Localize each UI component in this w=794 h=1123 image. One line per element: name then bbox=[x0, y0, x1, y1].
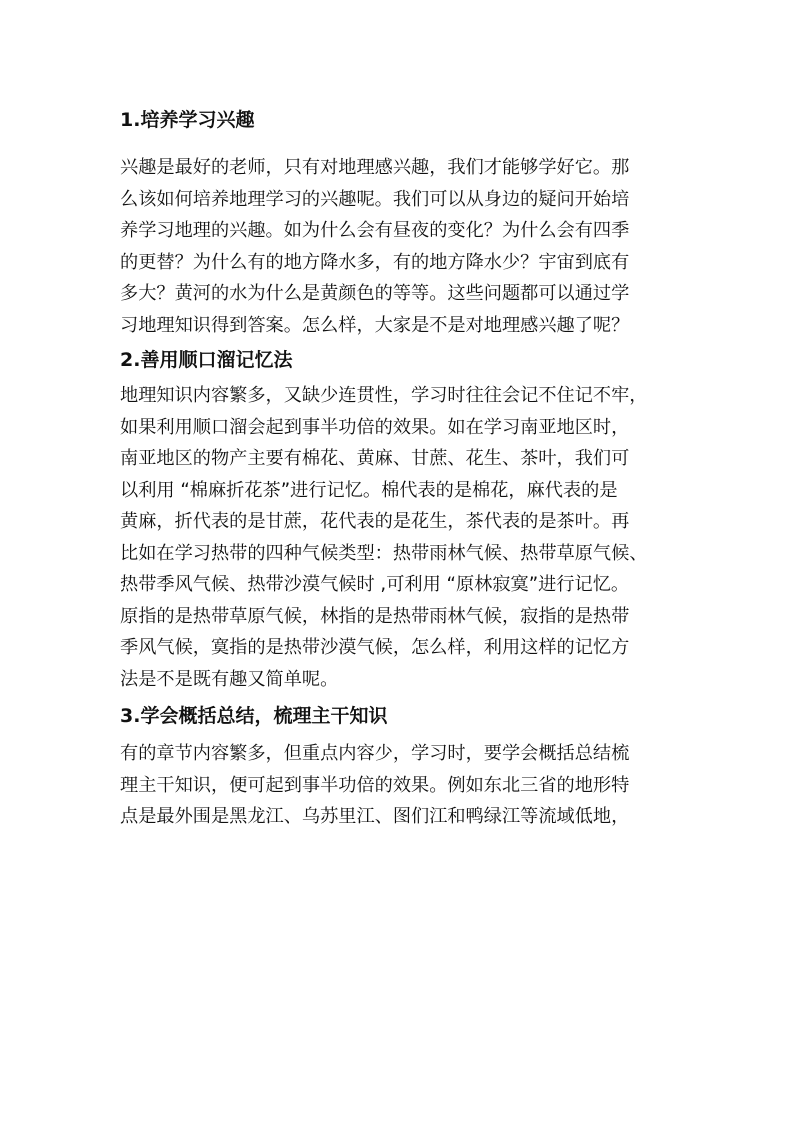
text-line: 季风气候，寞指的是热带沙漠气候，怎么样，利用这样的记忆方 bbox=[120, 637, 630, 658]
text-line: 兴趣是最好的老师，只有对地理感兴趣，我们才能够学好它。那 bbox=[120, 157, 630, 178]
text-line: 养学习地理的兴趣。如为什么会有昼夜的变化？为什么会有四季 bbox=[120, 220, 630, 241]
text-line: 原指的是热带草原气候，林指的是热带雨林气候，寂指的是热带 bbox=[120, 605, 630, 627]
text-line: 南亚地区的物产主要有棉花、黄麻、甘蔗、花生、茶叶，我们可 bbox=[120, 448, 630, 469]
document-body bbox=[120, 105, 690, 833]
section-1-paragraph bbox=[120, 152, 690, 341]
text-line: 黄麻，折代表的是甘蔗，花代表的是花生，茶代表的是茶叶。再 bbox=[120, 511, 630, 532]
text-line: 理主干知识，便可起到事半功倍的效果。例如东北三省的地形特 bbox=[120, 774, 630, 796]
section-2-paragraph bbox=[120, 380, 690, 695]
text-line: 的更替？为什么有的地方降水多，有的地方降水少？宇宙到底有 bbox=[120, 251, 630, 273]
text-line: 地理知识内容繁多，又缺少连贯性，学习时往往会记不住记不牢， bbox=[120, 385, 648, 406]
section-2-heading: 2.善用顺口溜记忆法 bbox=[120, 349, 293, 371]
text-line: 以利用 “棉麻折花茶”进行记忆。棉代表的是棉花，麻代表的是 bbox=[120, 479, 618, 501]
text-line: 么该如何培养地理学习的兴趣呢。我们可以从身边的疑问开始培 bbox=[120, 188, 630, 210]
text-line: 法是不是既有趣又简单呢。 bbox=[120, 668, 339, 690]
section-3-heading: 3.学会概括总结，梳理主干知识 bbox=[120, 705, 388, 727]
text-line: 比如在学习热带的四种气候类型：热带雨林气候、热带草原气候、 bbox=[120, 542, 648, 564]
text-line: 点是最外围是黑龙江、乌苏里江、图们江和鸭绿江等流域低地， bbox=[120, 806, 630, 827]
text-line: 有的章节内容繁多，但重点内容少，学习时，要学会概括总结梳 bbox=[120, 743, 630, 764]
section-3-paragraph bbox=[120, 738, 690, 833]
section-1-heading: 1.培养学习兴趣 bbox=[120, 109, 255, 131]
text-line: 热带季风气候、热带沙漠气候时 ,可利用 “原林寂寞”进行记忆。 bbox=[120, 574, 630, 595]
text-line: 习地理知识得到答案。怎么样，大家是不是对地理感兴趣了呢？ bbox=[120, 314, 630, 336]
text-line: 如果利用顺口溜会起到事半功倍的效果。如在学习南亚地区时， bbox=[120, 416, 630, 438]
text-line: 多大？黄河的水为什么是黄颜色的等等。这些问题都可以通过学 bbox=[120, 283, 630, 304]
